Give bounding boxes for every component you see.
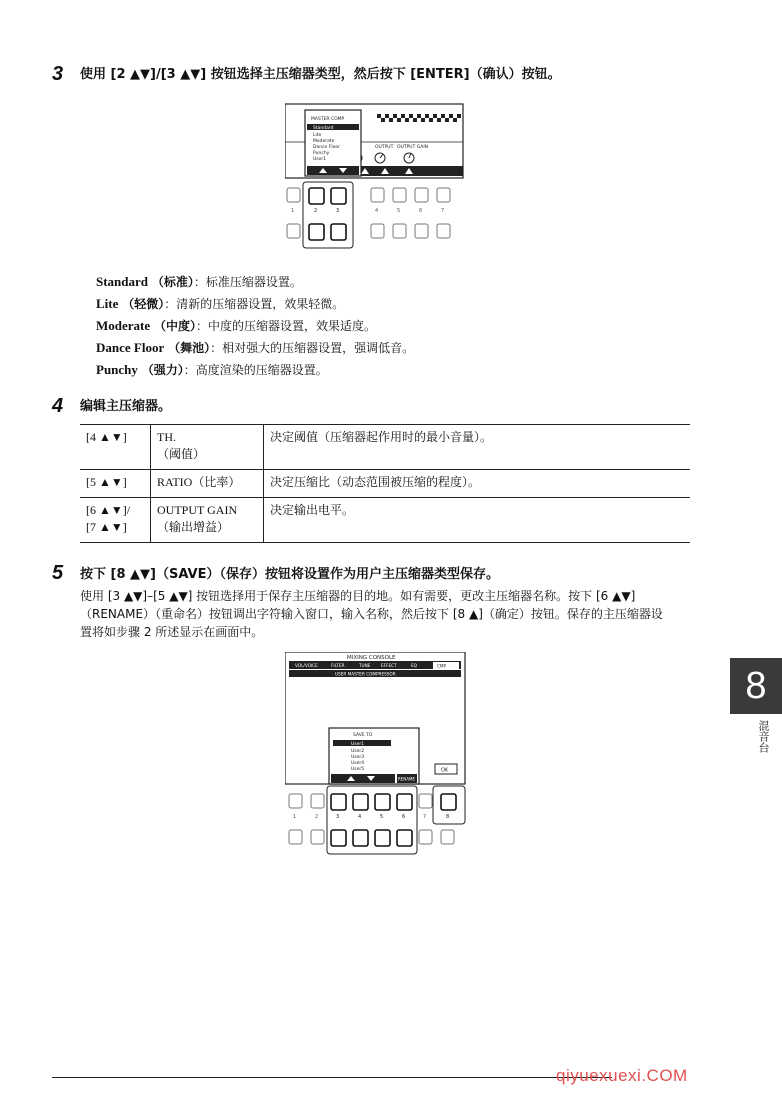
param-button: [5 ▲▼] <box>80 470 151 498</box>
user-master-compressor-title: USER MASTER COMPRESSOR <box>335 671 396 677</box>
mixing-console-title: MIXING CONSOLE <box>347 655 396 661</box>
type-punchy: Punchy （强力）：高度渲染的压缩器设置。 <box>96 362 328 377</box>
panel-illustration-2 <box>285 652 467 856</box>
param-desc: 决定阈值（压缩器起作用时的最小音量）。 <box>264 425 691 470</box>
step-3-title: 使用 [2 ▲▼]/[3 ▲▼] 按钮选择主压缩器类型，然后按下 [ENTER]（确认）按钮。 <box>80 67 561 82</box>
output-gain-label: OUTPUT GAIN <box>397 145 429 150</box>
watermark: qiyuexuexi.COM <box>556 1066 688 1085</box>
step-5-body: 使用 [3 ▲▼]–[5 ▲▼] 按钮选择用于保存主压缩器的目的地。如有需要，更改主压缩器名称。按下 [6 ▲▼]（RENAME）（重命名）按钮调出字符输入窗口，输入名称，然后按下 [8 ▲]（确定）按钮。保存的主压缩器设置将如步骤 2 所述显示在画面中。 <box>80 589 663 639</box>
tab-effect[interactable]: EFFECT <box>381 663 397 668</box>
step-3-number: 3 <box>52 63 64 85</box>
compressor-type-list <box>96 271 414 381</box>
table-row <box>80 470 690 498</box>
step-4-title: 编辑主压缩器。 <box>80 399 172 414</box>
tab-eq[interactable]: EQ <box>411 663 417 668</box>
popup-item-moderate[interactable]: Moderate <box>313 139 335 144</box>
save-item-user3[interactable]: User3 <box>351 755 365 760</box>
popup-item-punchy[interactable]: Punchy <box>313 151 330 156</box>
step-4-number: 4 <box>52 395 64 417</box>
button-label-2: 2 <box>314 208 318 214</box>
save-item-user2[interactable]: User2 <box>351 749 365 754</box>
param-desc: 决定压缩比（动态范围被压缩的程度）。 <box>264 470 691 498</box>
parameter-table <box>80 424 690 543</box>
param-name: OUTPUT GAIN （输出增益） <box>151 498 264 543</box>
param-name: RATIO（比率） <box>151 470 264 498</box>
footer-divider <box>52 1077 612 1078</box>
chapter-tab: 8 <box>730 658 782 714</box>
button2-label-3: 3 <box>336 814 340 820</box>
button-label-5: 5 <box>397 208 401 214</box>
save-to-header: SAVE TO <box>353 733 373 738</box>
button-label-1: 1 <box>291 208 295 214</box>
popup-item-dance-floor[interactable]: Dance Floor <box>313 145 340 150</box>
button2-label-2: 2 <box>315 814 319 820</box>
output-label: OUTPUT <box>375 145 394 150</box>
popup-item-user1[interactable]: User1 <box>313 157 327 162</box>
button2-label-4: 4 <box>358 814 362 820</box>
button2-label-1: 1 <box>293 814 297 820</box>
param-button: [4 ▲▼] <box>80 425 151 470</box>
tab-vol-voice[interactable]: VOL/VOICE <box>295 663 318 668</box>
step-5-title: 按下 [8 ▲▼]（SAVE）（保存）按钮将设置作为用户主压缩器类型保存。 <box>80 567 499 582</box>
save-item-user5[interactable]: User5 <box>351 767 365 772</box>
type-dance-floor: Dance Floor （舞池）：相对强大的压缩器设置，强调低音。 <box>96 340 415 355</box>
button2-label-6: 6 <box>402 814 406 820</box>
rename-label: RENAME <box>398 776 416 782</box>
param-desc: 决定输出电平。 <box>264 498 691 543</box>
popup-item-lite[interactable]: Lite <box>313 133 322 138</box>
table-row <box>80 498 690 543</box>
button2-label-7: 7 <box>423 814 427 820</box>
button2-label-5: 5 <box>380 814 384 820</box>
tab-tune[interactable]: TUNE <box>359 663 371 668</box>
button-label-6: 6 <box>419 208 423 214</box>
popup-item-standard[interactable]: Standard <box>313 126 334 131</box>
param-name: TH. （阈值） <box>151 425 264 470</box>
tab-cmp[interactable]: CMP <box>437 663 447 669</box>
param-button: [6 ▲▼]/ [7 ▲▼] <box>80 498 151 543</box>
save-item-user4[interactable]: User4 <box>351 761 365 766</box>
chapter-tab-label: 混音台 <box>757 720 770 753</box>
tab-filter[interactable]: FILTER <box>331 663 345 668</box>
type-moderate: Moderate （中度）：中度的压缩器设置，效果适度。 <box>96 318 376 333</box>
type-standard: Standard （标准）：标准压缩器设置。 <box>96 274 302 289</box>
panel-illustration-1 <box>285 100 465 250</box>
button-label-4: 4 <box>375 208 379 214</box>
type-lite: Lite （轻微）：清新的压缩器设置，效果轻微。 <box>96 296 345 311</box>
popup-header: MASTER COMP <box>311 117 345 122</box>
button2-label-8: 8 <box>446 814 450 820</box>
ok-label: OK <box>441 767 449 774</box>
table-row <box>80 425 690 470</box>
step-5-number: 5 <box>52 562 64 584</box>
save-item-user1[interactable]: User1 <box>351 742 365 747</box>
button-label-3: 3 <box>336 208 340 214</box>
button-label-7: 7 <box>441 208 445 214</box>
